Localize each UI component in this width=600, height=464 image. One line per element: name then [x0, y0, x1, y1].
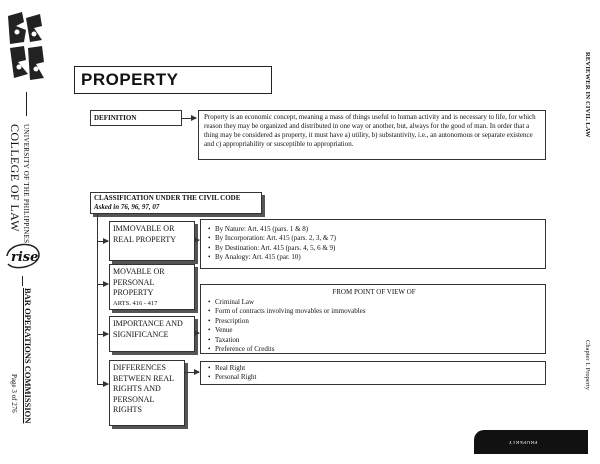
list-item: • Form of contracts involving movables or immovables	[215, 307, 541, 316]
differences-list	[207, 364, 541, 383]
sidebar-rule-top	[26, 92, 27, 116]
footer-property-label: PROPERTY	[508, 439, 538, 444]
immovable-label: IMMOVABLE OR REAL PROPERTY	[113, 224, 177, 244]
immovable-arrow	[195, 240, 199, 241]
definition-arrow	[182, 118, 196, 119]
immovable-label-box	[109, 221, 195, 261]
definition-label: DEFINITION	[94, 114, 137, 122]
bar-logo	[4, 12, 46, 84]
rise-logo	[5, 240, 41, 272]
list-item: • By Nature: Art. 415 (pars. 1 & 8)	[215, 225, 541, 234]
tree-trunk	[97, 214, 98, 384]
college-name: COLLEGE OF LAW	[8, 124, 22, 232]
importance-arrow	[195, 333, 199, 334]
importance-label: IMPORTANCE AND SIGNIFICANCE	[113, 319, 183, 339]
definition-text: Property is an economic concept, meaning a mass of things useful to human activity and is necessary to life, for which reason they may be organized and distributed in one way or another, but, always for the good of man. In order that a thing may be considered as property, it must have a) utility, b) substantivity, i.e., an autonomous or separate existence and c) appropriability or susceptible to appropriation.	[204, 113, 536, 148]
movable-branch-arrow	[97, 284, 108, 285]
differences-label-box	[109, 360, 185, 426]
list-item: • Personal Right	[215, 373, 541, 382]
movable-arts: ARTS. 416 - 417	[113, 299, 158, 307]
differences-arrow	[185, 372, 199, 373]
page-title-box	[74, 66, 272, 94]
importance-heading: FROM POINT OF VIEW OF	[332, 288, 416, 296]
list-item: • By Incorporation: Art. 415 (pars. 2, 3, & 7)	[215, 234, 541, 243]
classification-box	[90, 192, 262, 214]
list-item: • Prescription	[215, 317, 541, 326]
importance-list	[207, 298, 541, 354]
list-item: • Preference of Credits	[215, 345, 541, 354]
classification-asked: Asked in 76, 96, 97, 07	[94, 203, 160, 211]
sidebar-rule-mid	[22, 276, 23, 286]
reviewer-title: REVIEWER IN CIVIL LAW	[584, 52, 591, 138]
list-item: • By Destination: Art. 415 (pars. 4, 5, 6 & 9)	[215, 244, 541, 253]
differences-list-box	[200, 361, 546, 385]
list-item: • Taxation	[215, 336, 541, 345]
university-name: UNIVERSITY OF THE PHILIPPINES	[22, 124, 30, 244]
movable-label-box	[109, 264, 195, 310]
movable-label: MOVABLE OR PERSONAL PROPERTY	[113, 267, 165, 297]
importance-branch-arrow	[97, 334, 108, 335]
importance-list-box	[200, 284, 546, 354]
list-item: • Criminal Law	[215, 298, 541, 307]
immovable-list	[207, 225, 541, 263]
immovable-branch-arrow	[97, 241, 108, 242]
list-item: • Real Right	[215, 364, 541, 373]
differences-branch-arrow	[97, 384, 108, 385]
list-item: • By Analogy: Art. 415 (par. 10)	[215, 253, 541, 262]
chapter-label: Chapter I. Property	[584, 340, 591, 391]
classification-heading: CLASSIFICATION UNDER THE CIVIL CODE	[94, 194, 241, 202]
definition-text-box	[198, 110, 546, 160]
page-number: Page 3 of 276	[10, 374, 18, 413]
importance-label-box	[109, 316, 195, 352]
immovable-list-box	[200, 219, 546, 269]
list-item: • Venue	[215, 326, 541, 335]
bar-operations-commission: BAR OPERATIONS COMMISSION	[23, 288, 33, 424]
page-title: PROPERTY	[81, 70, 179, 89]
differences-label: DIFFERENCES BETWEEN REAL RIGHTS AND PERSONAL RIGHTS	[113, 363, 174, 414]
svg-text:rise: rise	[11, 250, 39, 265]
definition-label-box	[90, 110, 182, 126]
